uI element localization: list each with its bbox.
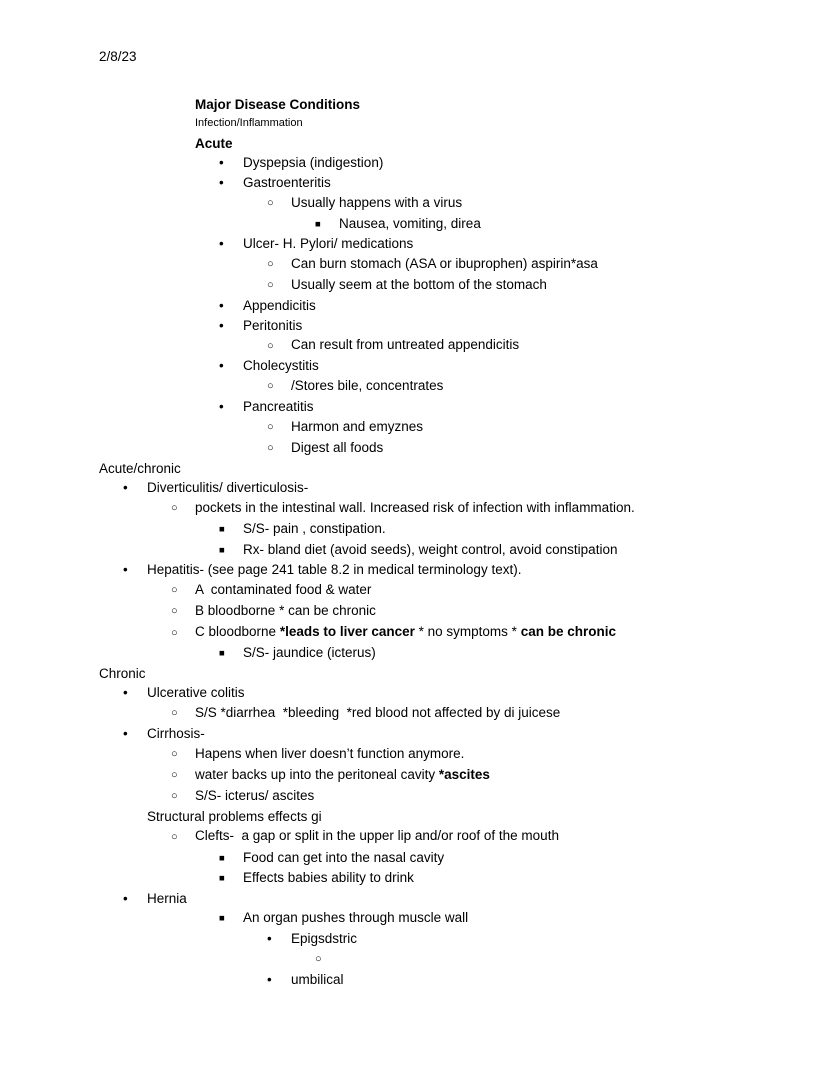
text-segment: S/S- jaundice (icterus) bbox=[243, 645, 376, 661]
blank-spacer bbox=[99, 67, 788, 95]
text-segment: Cholecystitis bbox=[243, 358, 319, 374]
circle-bullet-icon: ○ bbox=[171, 830, 178, 843]
doc-line bbox=[99, 397, 788, 417]
doc-line bbox=[99, 356, 788, 376]
circle-bullet-icon: ○ bbox=[171, 790, 178, 803]
doc-line bbox=[99, 296, 788, 316]
disc-bullet-icon: • bbox=[123, 890, 128, 906]
text-segment: Ulcerative colitis bbox=[147, 685, 245, 701]
text-segment: S/S *diarrhea *bleeding *red blood not affected by di juicese bbox=[195, 704, 561, 720]
disc-bullet-icon: • bbox=[219, 317, 224, 333]
document-body bbox=[99, 47, 788, 989]
doc-line bbox=[99, 703, 788, 724]
text-segment: * no symptoms * bbox=[414, 624, 521, 640]
text-segment: Can burn stomach (ASA or ibuprophen) aspirin*asa bbox=[291, 255, 598, 271]
circle-bullet-icon: ○ bbox=[267, 421, 274, 434]
doc-line bbox=[99, 970, 788, 990]
circle-bullet-icon: ○ bbox=[171, 502, 178, 515]
text-segment: Gastroenteritis bbox=[243, 174, 331, 190]
doc-line bbox=[99, 519, 788, 540]
text-segment: B bloodborne * can be chronic bbox=[195, 602, 376, 618]
text-segment: Hernia bbox=[147, 890, 187, 906]
text-segment: can be chronic bbox=[520, 624, 616, 640]
circle-bullet-icon: ○ bbox=[171, 605, 178, 618]
circle-bullet-icon: ○ bbox=[267, 442, 274, 455]
doc-line bbox=[99, 622, 788, 643]
doc-line bbox=[99, 744, 788, 765]
disc-bullet-icon: • bbox=[219, 298, 224, 314]
doc-line bbox=[99, 848, 788, 869]
text-segment: Peritonitis bbox=[243, 317, 303, 333]
disc-bullet-icon: • bbox=[219, 358, 224, 374]
text-segment: umbilical bbox=[291, 971, 344, 987]
disc-bullet-icon: • bbox=[219, 155, 224, 171]
square-bullet-icon: ■ bbox=[219, 852, 225, 864]
doc-line bbox=[99, 95, 788, 115]
doc-line bbox=[99, 949, 788, 970]
text-segment: An organ pushes through muscle wall bbox=[243, 910, 469, 926]
doc-line bbox=[99, 376, 788, 397]
text-segment: Dyspepsia (indigestion) bbox=[243, 155, 384, 171]
disc-bullet-icon: • bbox=[123, 726, 128, 741]
doc-line bbox=[99, 889, 788, 909]
circle-bullet-icon: ○ bbox=[171, 626, 178, 639]
text-segment: Hepatitis- (see page 241 table 8.2 in medical terminology text). bbox=[147, 562, 522, 578]
doc-line bbox=[99, 417, 788, 438]
doc-line bbox=[99, 786, 788, 807]
text-segment: 2/8/23 bbox=[99, 49, 137, 64]
disc-bullet-icon: • bbox=[123, 685, 128, 701]
doc-line bbox=[99, 601, 788, 622]
text-segment: Acute bbox=[195, 135, 233, 151]
doc-line bbox=[99, 438, 788, 459]
text-segment: Hapens when liver doesn’t function anymore. bbox=[195, 745, 465, 761]
doc-line bbox=[99, 580, 788, 601]
text-segment: Appendicitis bbox=[243, 298, 316, 314]
doc-line bbox=[99, 929, 788, 949]
square-bullet-icon: ■ bbox=[219, 913, 225, 925]
text-segment: /Stores bile, concentrates bbox=[291, 377, 444, 393]
doc-line bbox=[99, 807, 788, 827]
doc-line bbox=[99, 214, 788, 235]
square-bullet-icon: ■ bbox=[219, 648, 225, 660]
doc-line bbox=[99, 498, 788, 519]
doc-line bbox=[99, 47, 788, 67]
text-segment: Pancreatitis bbox=[243, 399, 314, 414]
circle-bullet-icon: ○ bbox=[171, 769, 178, 782]
text-segment: Usually seem at the bottom of the stomach bbox=[291, 276, 547, 292]
circle-bullet-icon: ○ bbox=[267, 258, 274, 271]
text-segment: Nausea, vomiting, direa bbox=[339, 215, 481, 231]
doc-line bbox=[99, 540, 788, 561]
square-bullet-icon: ■ bbox=[315, 218, 321, 230]
doc-line bbox=[99, 275, 788, 296]
disc-bullet-icon: • bbox=[219, 399, 224, 414]
doc-line bbox=[99, 153, 788, 173]
text-segment: Harmon and emyznes bbox=[291, 418, 424, 434]
doc-line bbox=[99, 724, 788, 744]
doc-line bbox=[99, 826, 788, 847]
text-segment: Epigsdstric bbox=[291, 930, 358, 946]
circle-bullet-icon: ○ bbox=[315, 953, 322, 966]
text-segment: A contaminated food & water bbox=[195, 581, 372, 597]
text-segment: Structural problems effects gi bbox=[147, 808, 322, 824]
doc-line bbox=[99, 234, 788, 254]
text-segment: Ulcer- H. Pylori/ medications bbox=[243, 236, 414, 252]
text-segment: *leads to liver cancer bbox=[279, 624, 415, 640]
doc-line bbox=[99, 868, 788, 889]
text-segment: Major Disease Conditions bbox=[195, 96, 361, 112]
doc-line bbox=[99, 908, 788, 929]
text-segment: pockets in the intestinal wall. Increased risk of infection with inflammation. bbox=[195, 499, 635, 515]
circle-bullet-icon: ○ bbox=[267, 380, 274, 393]
disc-bullet-icon: • bbox=[219, 174, 224, 190]
text-segment: Effects babies ability to drink bbox=[243, 870, 414, 886]
disc-bullet-icon: • bbox=[267, 930, 272, 946]
doc-line bbox=[99, 134, 788, 154]
doc-line bbox=[99, 173, 788, 193]
doc-line bbox=[99, 664, 788, 684]
doc-line bbox=[99, 478, 788, 498]
doc-line bbox=[99, 254, 788, 275]
disc-bullet-icon: • bbox=[219, 236, 224, 252]
circle-bullet-icon: ○ bbox=[267, 197, 274, 210]
text-segment: Digest all foods bbox=[291, 439, 384, 455]
circle-bullet-icon: ○ bbox=[171, 707, 178, 720]
text-segment: Chronic bbox=[99, 665, 146, 681]
text-segment: C bloodborne bbox=[195, 624, 280, 640]
doc-line bbox=[99, 560, 788, 580]
circle-bullet-icon: ○ bbox=[171, 748, 178, 761]
text-segment: Usually happens with a virus bbox=[291, 194, 463, 210]
doc-line bbox=[99, 643, 788, 664]
square-bullet-icon: ■ bbox=[219, 544, 225, 556]
doc-line bbox=[99, 114, 788, 134]
text-segment: Acute/chronic bbox=[99, 460, 181, 476]
text-segment: S/S- icterus/ ascites bbox=[195, 787, 315, 803]
text-segment: S/S- pain , constipation. bbox=[243, 521, 386, 537]
doc-line bbox=[99, 765, 788, 786]
doc-line bbox=[99, 316, 788, 336]
text-segment: water backs up into the peritoneal cavity bbox=[195, 766, 439, 782]
disc-bullet-icon: • bbox=[123, 480, 128, 496]
text-segment: Can result from untreated appendicitis bbox=[291, 337, 520, 353]
text-segment: Cirrhosis- bbox=[147, 726, 205, 741]
circle-bullet-icon: ○ bbox=[267, 339, 274, 352]
text-segment: Diverticulitis/ diverticulosis- bbox=[147, 480, 309, 496]
doc-line bbox=[99, 683, 788, 703]
doc-line bbox=[99, 459, 788, 479]
circle-bullet-icon: ○ bbox=[267, 279, 274, 292]
square-bullet-icon: ■ bbox=[219, 873, 225, 885]
doc-line bbox=[99, 335, 788, 356]
doc-line bbox=[99, 193, 788, 214]
disc-bullet-icon: • bbox=[123, 562, 128, 578]
text-segment: Food can get into the nasal cavity bbox=[243, 849, 445, 865]
square-bullet-icon: ■ bbox=[219, 524, 225, 536]
circle-bullet-icon: ○ bbox=[171, 584, 178, 597]
disc-bullet-icon: • bbox=[267, 971, 272, 987]
text-segment: Rx- bland diet (avoid seeds), weight control, avoid constipation bbox=[243, 541, 618, 557]
text-segment: *ascites bbox=[438, 766, 490, 782]
text-segment: Infection/Inflammation bbox=[195, 117, 303, 130]
text-segment: Clefts- a gap or split in the upper lip and/or roof of the mouth bbox=[195, 828, 559, 844]
